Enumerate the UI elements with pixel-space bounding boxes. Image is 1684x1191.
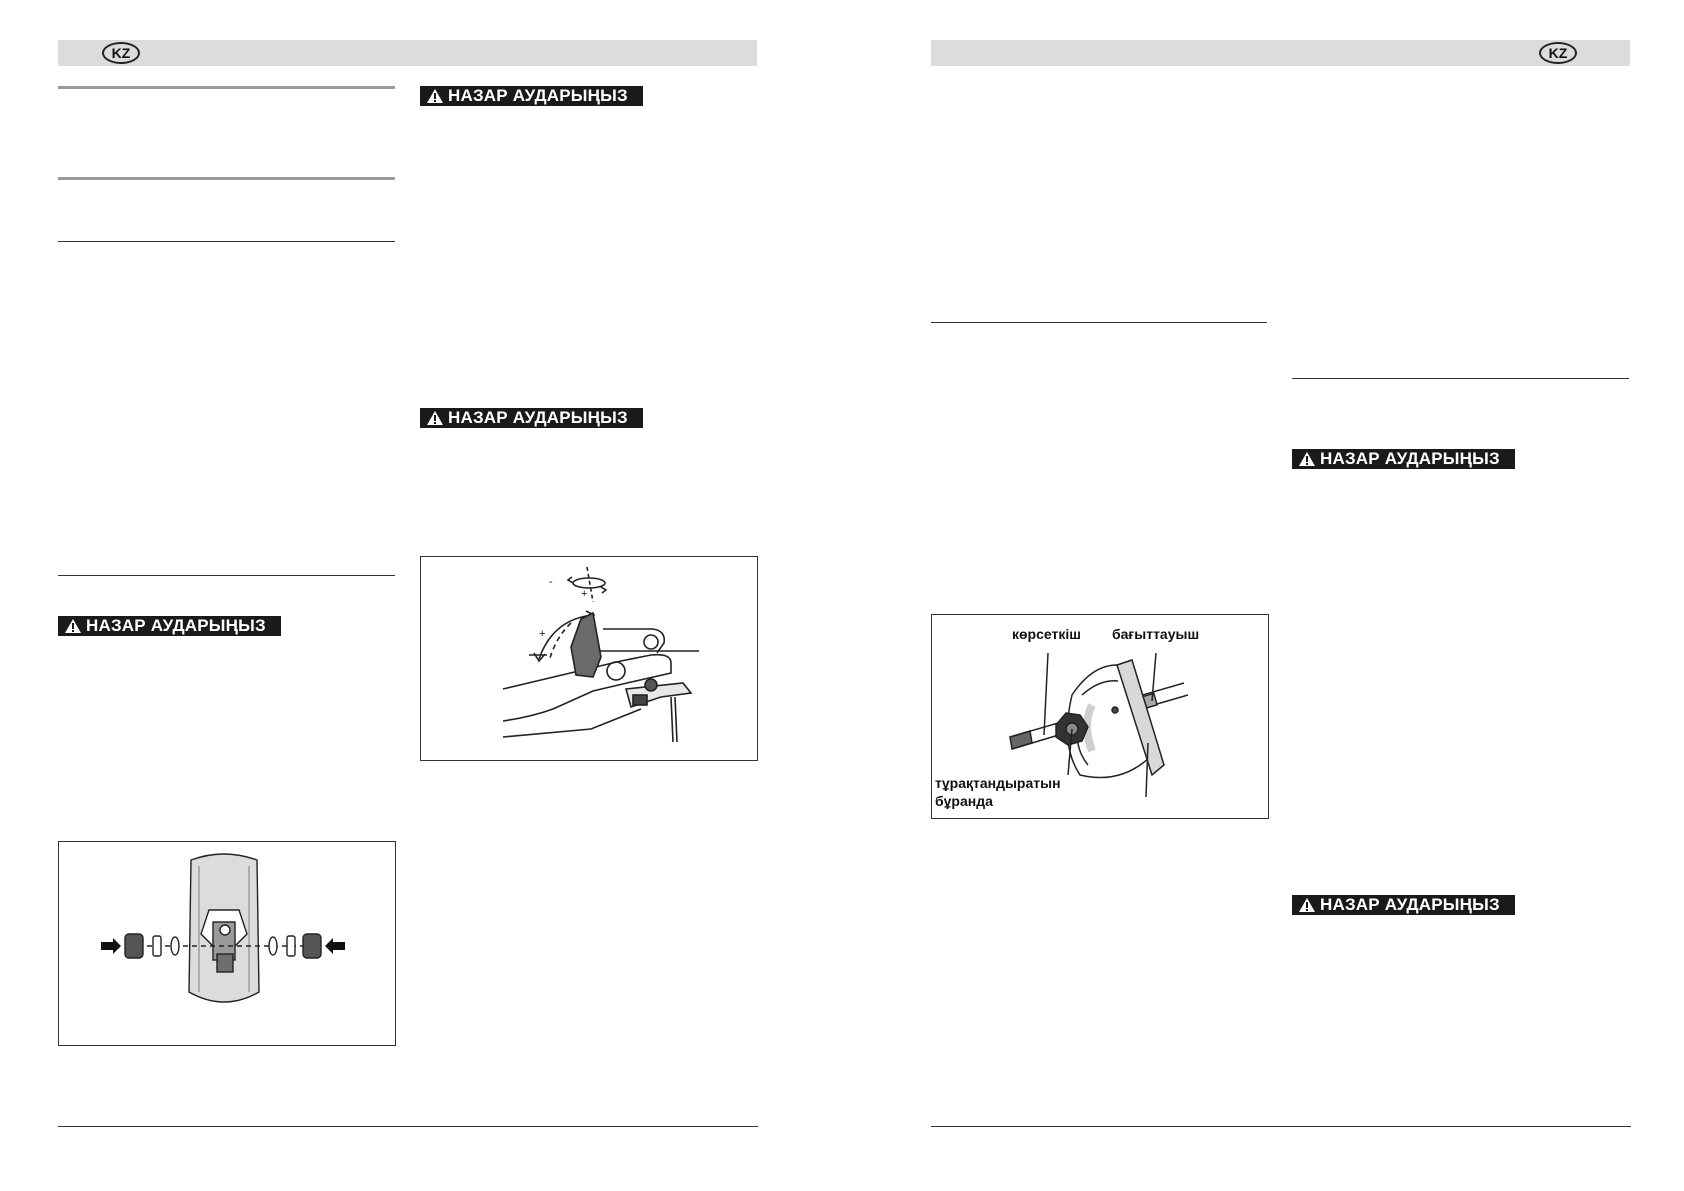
section-divider xyxy=(58,575,395,576)
section-divider xyxy=(1292,378,1629,379)
warning-banner xyxy=(420,86,643,106)
indicator-label: көрсеткіш xyxy=(1012,626,1081,642)
section-divider xyxy=(58,86,395,89)
warning-triangle-icon xyxy=(426,410,444,426)
warning-label: НАЗАР АУДАРЫҢЫЗ xyxy=(448,408,628,427)
footer-rule xyxy=(58,1126,758,1127)
right-header-bar xyxy=(931,40,1630,66)
bevel-adjustment-figure xyxy=(420,556,758,761)
warning-triangle-icon xyxy=(64,618,82,634)
warning-label: НАЗАР АУДАРЫҢЫЗ xyxy=(1320,449,1500,468)
warning-banner xyxy=(1292,449,1515,469)
language-badge: KZ xyxy=(1539,42,1577,64)
section-divider xyxy=(931,322,1267,323)
wheel-assembly-figure xyxy=(58,841,396,1046)
protractor-figure xyxy=(931,614,1269,819)
left-header-bar xyxy=(58,40,757,66)
warning-triangle-icon xyxy=(1298,451,1316,467)
lock-screw-label-line2: бұранда xyxy=(935,793,993,809)
section-divider xyxy=(58,241,395,242)
bevel-adjustment-illustration xyxy=(421,557,757,760)
wheel-assembly-illustration xyxy=(59,842,395,1045)
svg-text:+: + xyxy=(581,588,588,600)
svg-text:+: + xyxy=(539,628,546,640)
guide-label: бағыттауыш xyxy=(1112,626,1200,642)
lock-screw-label-line1: тұрақтандыратын xyxy=(935,775,1061,791)
warning-triangle-icon xyxy=(426,88,444,104)
warning-banner xyxy=(58,616,281,636)
language-badge: KZ xyxy=(102,42,140,64)
warning-label: НАЗАР АУДАРЫҢЫЗ xyxy=(1320,895,1500,914)
warning-triangle-icon xyxy=(1298,897,1316,913)
warning-banner xyxy=(420,408,643,428)
footer-rule xyxy=(931,1126,1631,1127)
warning-banner xyxy=(1292,895,1515,915)
warning-label: НАЗАР АУДАРЫҢЫЗ xyxy=(448,86,628,105)
warning-label: НАЗАР АУДАРЫҢЫЗ xyxy=(86,616,266,635)
section-divider xyxy=(58,177,395,180)
svg-text:-: - xyxy=(549,576,553,588)
